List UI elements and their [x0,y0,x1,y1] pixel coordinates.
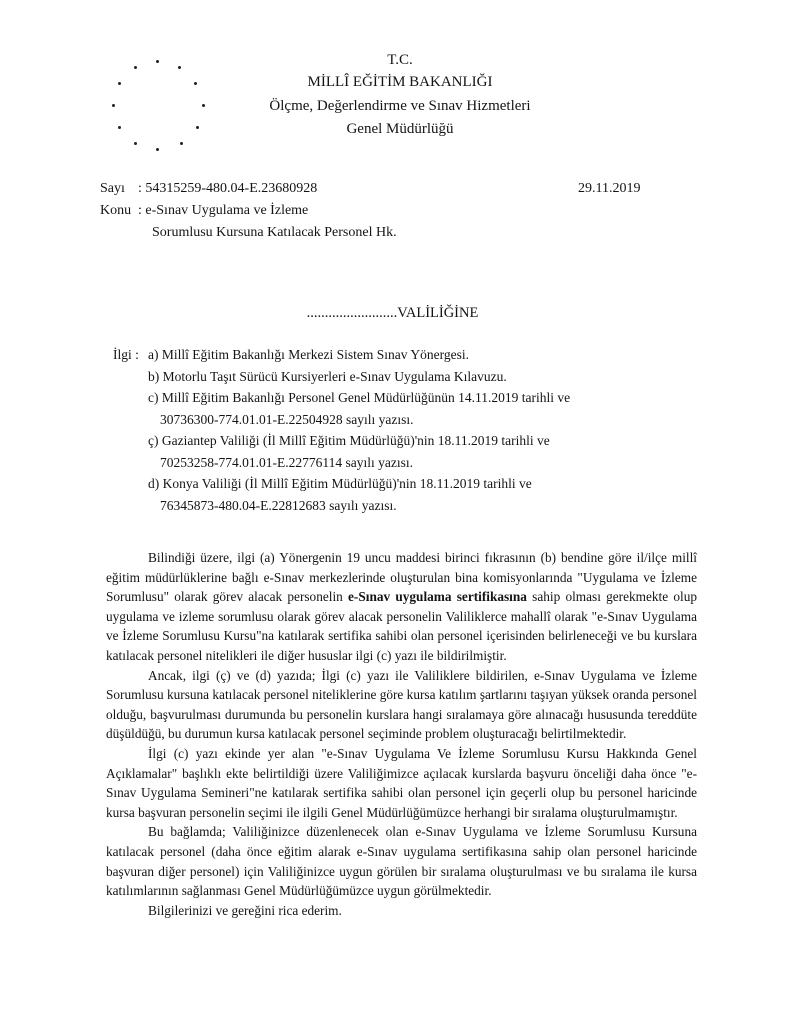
reference-item: ç) Gaziantep Valiliği (İl Millî Eğitim Müdürlüğü)'nin 18.11.2019 tarihli ve [148,433,550,448]
p1-text-bold: e-Sınav uygulama sertifikasına [348,589,527,605]
body-paragraph-3: İlgi (c) yazı ekinde yer alan "e-Sınav Uygulama Ve İzleme Sorumlusu Kursu Hakkında Genel Açıklamalar" başlıklı ekte belirtildiği üzere Valiliğimizce açılacak kurslarda başvuru önceliği daha önce "e-Sınav Uygulama Semineri"ne katılarak sertifika sahibi olan personel için geçerli olup bu personel haricinde kursa başvuran personelin seçimi ile ilgili Genel Müdürlüğümüzce herhangi bir sıralama oluşturulmamıştır. [106,745,697,820]
letter-body [106,548,697,920]
ministry-seal-icon [108,58,212,154]
reference-item: c) Millî Eğitim Bakanlığı Personel Genel Müdürlüğünün 14.11.2019 tarihli ve [148,390,571,405]
p1-text-a: Bilindiği üzere, ilgi (a) Yönergenin 19 uncu maddesi birinci fıkrasının (b) bendine göre il/ilçe millî eğitim müdürlüklerine bağlı e-Sınav merkezlerinde oluşturulan bina komisyonlarında "Uygulama ve İzleme Sorumlusu" olarak görev alacak personelin [106,550,697,605]
reference-item: 76345873-480.04-E.22812683 sayılı yazısı. [160,497,397,513]
header-general-directorate: Genel Müdürlüğü [346,121,454,137]
header-ministry: MİLLÎ EĞİTİM BAKANLIĞI [307,74,493,90]
konu-line-2: Sorumlusu Kursuna Katılacak Personel Hk. [152,225,397,240]
body-paragraph-5: Bilgilerinizi ve gereğini rica ederim. [148,902,342,918]
body-paragraph-2: Ancak, ilgi (ç) ve (d) yazıda; İlgi (c) yazı ile Valiliklere bildirilen, e-Sınav Uygulama ve İzleme Sorumlusu kursuna katılacak personel niteliklerine göre kursa katılım şartlarını taşıyan yüksek oranda personel olduğu, başvurulması durumunda bu personelin kurslara hangi sıralamaya göre alınacağı hususunda tereddüte düşüldüğü, bu durumun kursa katılacak personel seçiminde problem oluşturacağı belirtilmektedir. [106,667,697,742]
reference-item: 70253258-774.01.01-E.22776114 sayılı yazısı. [160,454,413,470]
konu-line-1: : e-Sınav Uygulama ve İzleme [138,203,309,218]
p1-text-b: sahip olması gerekmekte olup uygulama ve izleme sorumlusu olarak görev alacak personelin Valiliklerce mahallî olarak "e-Sınav Uygulama ve İzleme Sorumlusu Kursu"na katılarak sertifika sahibi olan personel içerisinden belirleneceği ve bu kurslara katılacak personel nitelikleri ile diğer hususlar ilgi (c) yazı ile bildirilmiştir. [106,589,698,663]
reference-item: 30736300-774.01.01-E.22504928 sayılı yazısı. [160,411,414,427]
reference-item: b) Motorlu Taşıt Sürücü Kursiyerleri e-Sınav Uygulama Kılavuzu. [148,368,507,384]
sayi-label: Sayı [100,181,125,196]
sayi-value: : 54315259-480.04-E.23680928 [138,181,318,196]
references-label: İlgi : [113,347,139,362]
body-paragraph-1 [106,548,697,666]
reference-row [113,344,673,366]
references [113,344,673,516]
addressee: .........................VALİLİĞİNE [306,305,479,321]
body-paragraph-4: Bu bağlamda; Valiliğinizce düzenlenecek olan e-Sınav Uygulama ve İzleme Sorumlusu Kursuna katılacak personel (daha önce eğitim alarak e-Sınav uygulama sertifikasına sahip olan personel haricinde başvuran diğer personel) için Valiliğinizce uygun görülen bir sıralama oluşturulması ve bu sıralama ile kursa katılımlarının sağlanması Genel Müdürlüğümüzce uygun görülmektedir. [106,824,697,899]
document-date: 29.11.2019 [578,181,641,196]
reference-item: a) Millî Eğitim Bakanlığı Merkezi Sistem Sınav Yönergesi. [148,347,469,362]
header-tc: T.C. [387,52,413,68]
konu-label: Konu [100,203,132,218]
header-directorate: Ölçme, Değerlendirme ve Sınav Hizmetleri [269,98,531,114]
reference-item: d) Konya Valiliği (İl Millî Eğitim Müdürlüğü)'nin 18.11.2019 tarihli ve [148,476,532,491]
